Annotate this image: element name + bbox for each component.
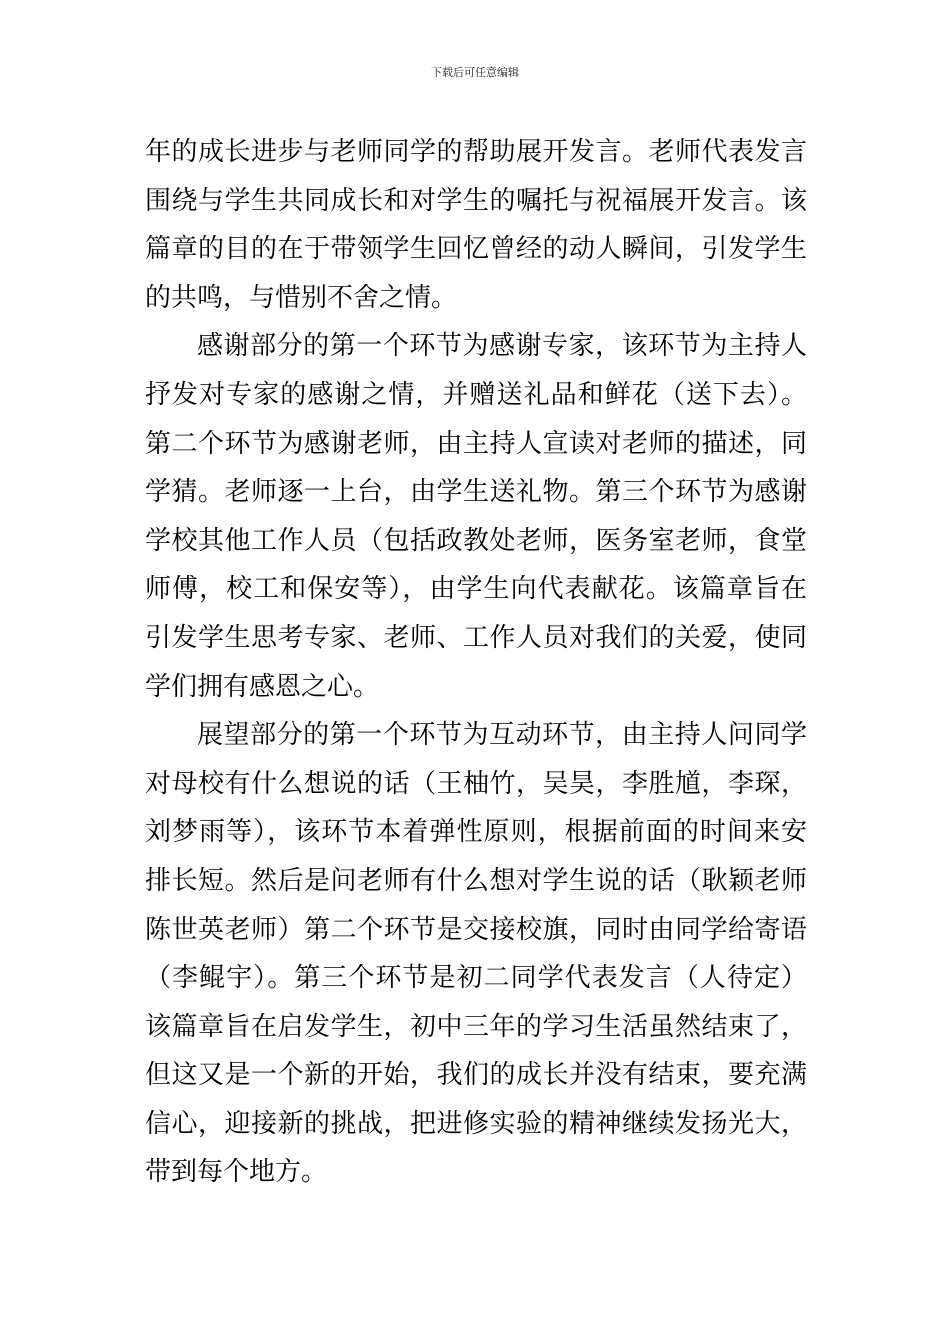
text-line: 陈世英老师）第二个环节是交接校旗，同时由同学给寄语 — [145, 914, 807, 945]
text-line: 抒发对专家的感谢之情，并赠送礼品和鲜花（送下去）。 — [145, 379, 807, 410]
text-line: 但这又是一个新的开始，我们的成长并没有结束，要充满 — [145, 1060, 807, 1091]
text-line: 学校其他工作人员（包括政教处老师，医务室老师，食堂 — [145, 525, 807, 556]
text-line: 篇章的目的在于带领学生回忆曾经的动人瞬间，引发学生 — [145, 234, 807, 265]
text-line: 第二个环节为感谢老师，由主持人宣读对老师的描述，同 — [145, 428, 807, 459]
text-line: 排长短。然后是问老师有什么想对学生说的话（耿颖老师 — [145, 865, 807, 896]
text-line: 展望部分的第一个环节为互动环节，由主持人问同学 — [197, 720, 807, 751]
text-line: 对母校有什么想说的话（王柚竹，吴昊，李胜馗，李琛， — [145, 768, 807, 799]
text-line: 感谢部分的第一个环节为感谢专家，该环节为主持人 — [197, 331, 807, 362]
paragraph-1 — [145, 128, 807, 322]
text-line: 学猜。老师逐一上台，由学生送礼物。第三个环节为感谢 — [145, 477, 807, 508]
document-body — [145, 128, 807, 1197]
text-line: 的共鸣，与惜别不舍之情。 — [145, 282, 458, 313]
text-line: 学们拥有感恩之心。 — [145, 671, 380, 702]
text-line: （李鲲宇）。第三个环节是初二同学代表发言（人待定） — [145, 963, 807, 994]
text-line: 带到每个地方。 — [145, 1157, 328, 1188]
paragraph-3 — [145, 711, 807, 1197]
text-line: 刘梦雨等），该环节本着弹性原则，根据前面的时间来安 — [145, 817, 807, 848]
text-line: 引发学生思考专家、老师、工作人员对我们的关爱，使同 — [145, 622, 807, 653]
text-line: 信心，迎接新的挑战，把进修实验的精神继续发扬光大， — [145, 1108, 807, 1139]
text-line: 该篇章旨在启发学生，初中三年的学习生活虽然结束了， — [145, 1011, 807, 1042]
text-line: 年的成长进步与老师同学的帮助展开发言。老师代表发言 — [145, 137, 807, 167]
text-line: 师傅，校工和保安等），由学生向代表献花。该篇章旨在 — [145, 574, 807, 605]
paragraph-2 — [145, 322, 807, 711]
text-line: 围绕与学生共同成长和对学生的嘱托与祝福展开发言。该 — [145, 185, 807, 216]
page-header: 下载后可任意编辑 — [431, 66, 519, 79]
